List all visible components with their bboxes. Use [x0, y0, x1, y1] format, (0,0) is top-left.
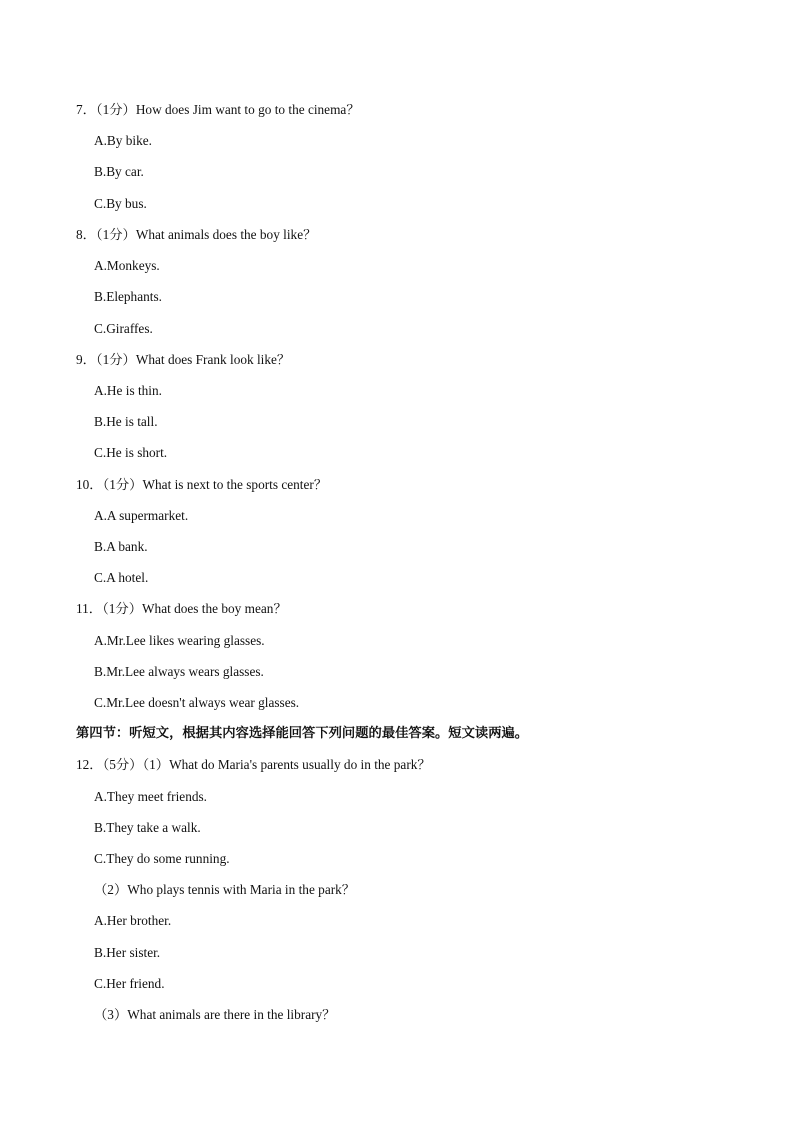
sub-question: （2）Who plays tennis with Maria in the park？: [94, 882, 356, 897]
answer-option: C.Mr.Lee doesn't always wear glasses.: [94, 695, 300, 710]
answer-option: C.They do some running.: [94, 851, 230, 866]
question-stem: 9．（1分）What does Frank look like？: [76, 352, 291, 367]
answer-option: A.They meet friends.: [94, 789, 207, 804]
answer-option: B.A bank.: [94, 539, 148, 554]
section-heading: 第四节：听短文，根据其内容选择能回答下列问题的最佳答案。短文读两遍。: [76, 726, 529, 741]
answer-option: B.He is tall.: [94, 414, 158, 429]
question-stem: 8．（1分）What animals does the boy like？: [76, 227, 317, 242]
answer-option: A.Monkeys.: [94, 258, 160, 273]
answer-option: C.Giraffes.: [94, 321, 153, 336]
answer-option: A.He is thin.: [94, 383, 162, 398]
answer-option: C.A hotel.: [94, 570, 149, 585]
sub-question: （3）What animals are there in the library？: [94, 1007, 336, 1022]
question-stem: 10．（1分）What is next to the sports center？: [76, 477, 328, 492]
answer-option: A.By bike.: [94, 133, 152, 148]
answer-option: B.Mr.Lee always wears glasses.: [94, 664, 264, 679]
answer-option: B.Elephants.: [94, 289, 162, 304]
answer-option: C.Her friend.: [94, 976, 165, 991]
answer-option: B.They take a walk.: [94, 820, 201, 835]
answer-option: A.A supermarket.: [94, 508, 189, 523]
answer-option: B.By car.: [94, 164, 144, 179]
question-stem: 7．（1分）How does Jim want to go to the cinema？: [76, 102, 360, 117]
answer-option: A.Mr.Lee likes wearing glasses.: [94, 633, 265, 648]
answer-option: B.Her sister.: [94, 945, 161, 960]
question-stem: 11．（1分）What does the boy mean？: [76, 601, 287, 616]
answer-option: A.Her brother.: [94, 913, 172, 928]
question-stem: 12．（5分）（1）What do Maria's parents usually do in the park？: [76, 757, 431, 772]
answer-option: C.By bus.: [94, 196, 147, 211]
answer-option: C.He is short.: [94, 445, 168, 460]
